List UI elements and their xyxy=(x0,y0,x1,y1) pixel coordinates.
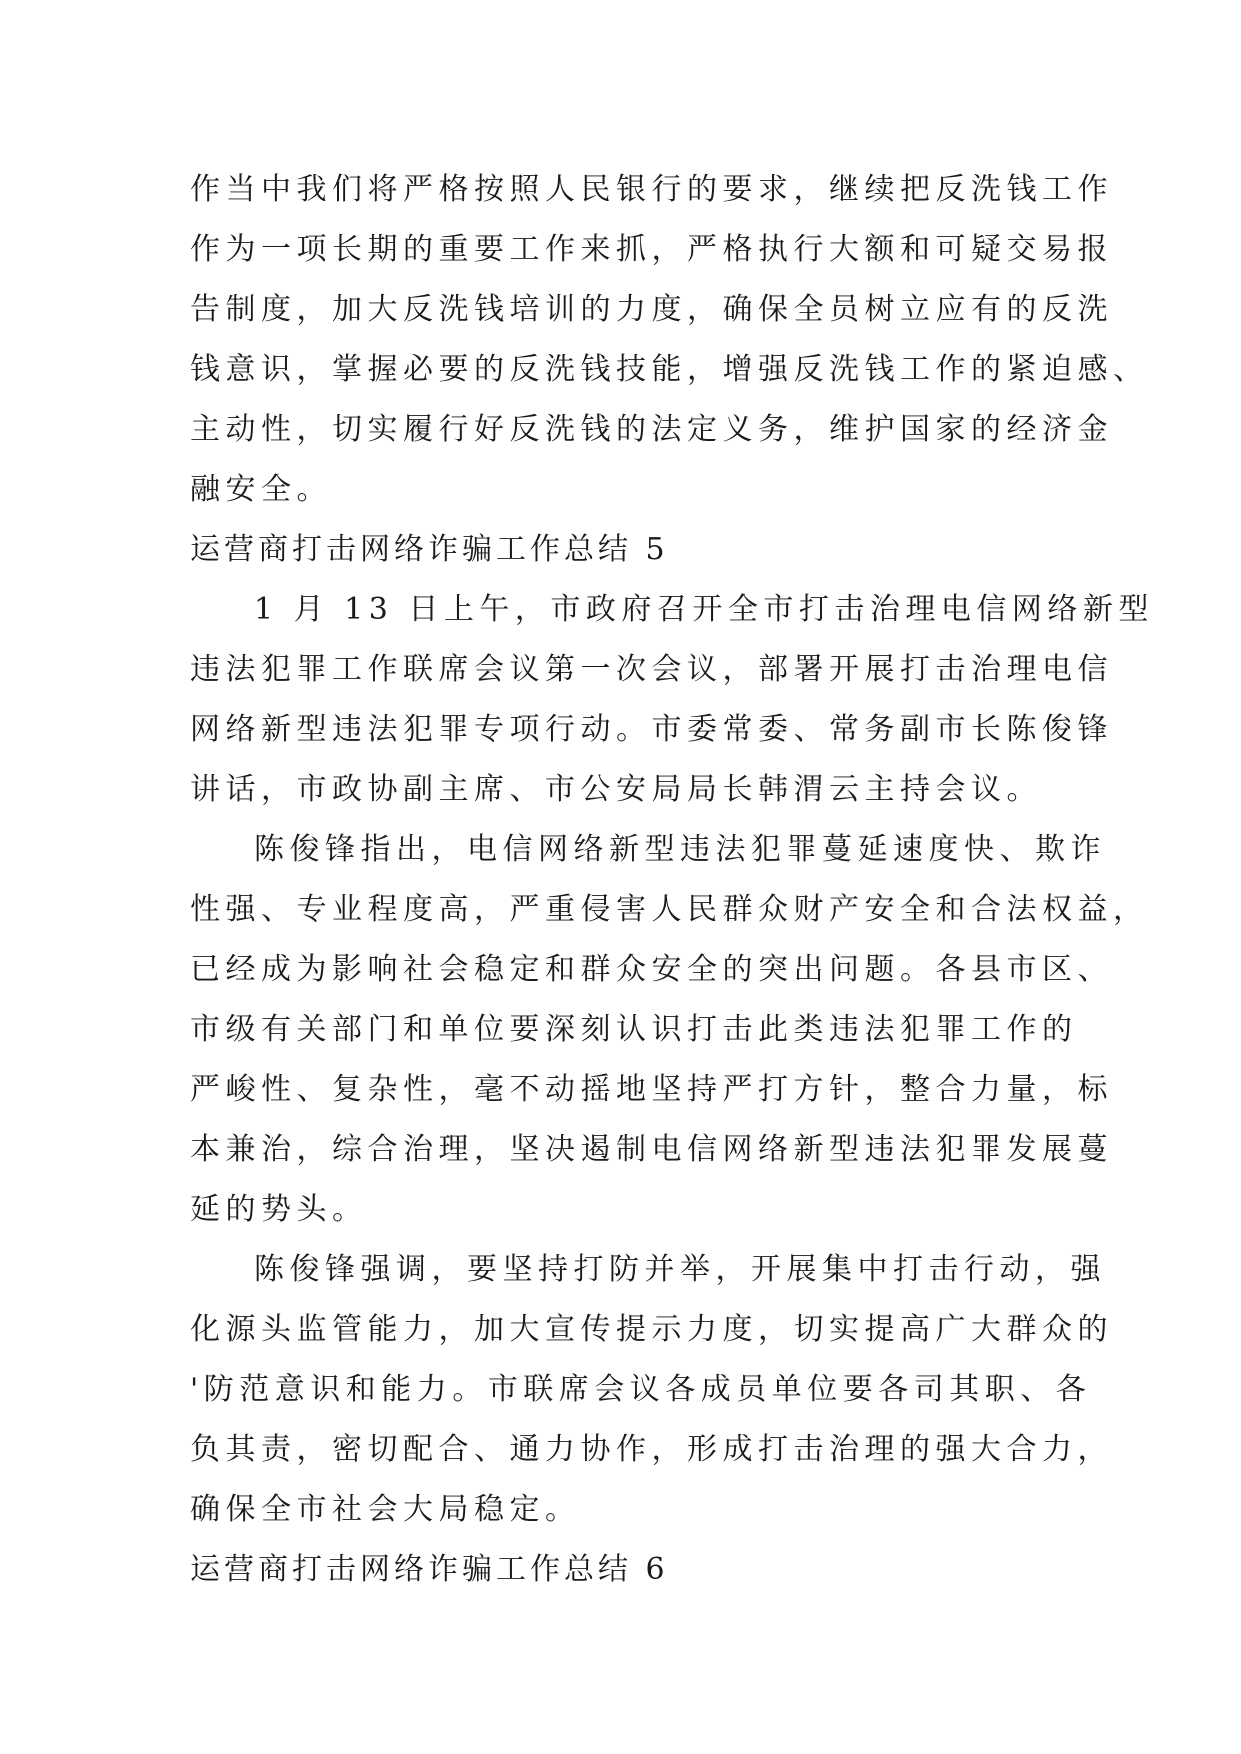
paragraph-line: 市级有关部门和单位要深刻认识打击此类违法犯罪工作的 xyxy=(190,1012,1078,1047)
paragraph-line: 陈俊锋强调，要坚持打防并举，开展集中打击行动，强 xyxy=(254,1252,1106,1287)
paragraph-line: 延的势头。 xyxy=(190,1192,368,1227)
paragraph-line: 违法犯罪工作联席会议第一次会议，部署开展打击治理电信 xyxy=(190,652,1113,687)
paragraph-line: 主动性，切实履行好反洗钱的法定义务，维护国家的经济金 xyxy=(190,412,1113,447)
paragraph-line: 负其责，密切配合、通力协作，形成打击治理的强大合力， xyxy=(190,1432,1113,1467)
paragraph-line: 本兼治，综合治理，坚决遏制电信网络新型违法犯罪发展蔓 xyxy=(190,1132,1113,1167)
paragraph-line: 网络新型违法犯罪专项行动。市委常委、常务副市长陈俊锋 xyxy=(190,712,1113,747)
paragraph-line: 告制度，加大反洗钱培训的力度，确保全员树立应有的反洗 xyxy=(190,292,1113,327)
paragraph-line: 钱意识，掌握必要的反洗钱技能，增强反洗钱工作的紧迫感、 xyxy=(190,352,1149,387)
paragraph-line: 化源头监管能力，加大宣传提示力度，切实提高广大群众的 xyxy=(190,1312,1113,1347)
paragraph-line: 已经成为影响社会稳定和群众安全的突出问题。各县市区、 xyxy=(190,952,1113,987)
document-body xyxy=(190,160,1154,1600)
paragraph-line: '防范意识和能力。市联席会议各成员单位要各司其职、各 xyxy=(190,1372,1092,1407)
paragraph-line: 1 月 13 日上午，市政府召开全市打击治理电信网络新型 xyxy=(254,592,1154,627)
paragraph-line: 确保全市社会大局稳定。 xyxy=(190,1492,581,1527)
section-heading: 运营商打击网络诈骗工作总结 5 xyxy=(190,532,669,567)
paragraph-line: 陈俊锋指出，电信网络新型违法犯罪蔓延速度快、欺诈 xyxy=(254,832,1106,867)
paragraph-line: 作当中我们将严格按照人民银行的要求，继续把反洗钱工作 xyxy=(190,172,1113,207)
paragraph-line: 严峻性、复杂性，毫不动摇地坚持严打方针，整合力量，标 xyxy=(190,1072,1113,1107)
paragraph-line: 性强、专业程度高，严重侵害人民群众财产安全和合法权益， xyxy=(190,892,1149,927)
paragraph-line: 融安全。 xyxy=(190,472,332,507)
paragraph-line: 讲话，市政协副主席、市公安局局长韩渭云主持会议。 xyxy=(190,772,1042,807)
section-heading: 运营商打击网络诈骗工作总结 6 xyxy=(190,1552,669,1587)
paragraph-line: 作为一项长期的重要工作来抓，严格执行大额和可疑交易报 xyxy=(190,232,1113,267)
